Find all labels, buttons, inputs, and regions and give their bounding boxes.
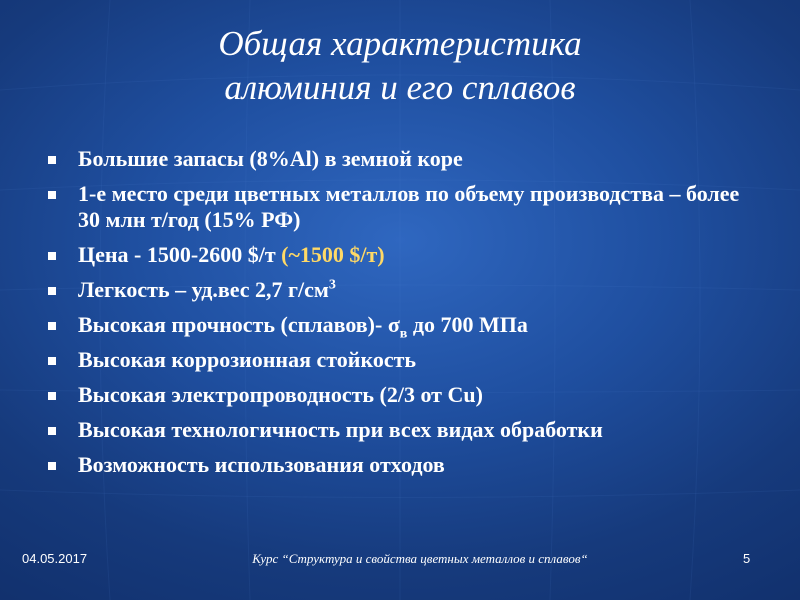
slide-title-line-1: Общая характеристика — [218, 24, 582, 63]
bullet-text: Цена - 1500-2600 $/т — [78, 242, 282, 267]
square-bullet-icon — [48, 462, 56, 470]
bullet-text: Высокая технологичность при всех видах обработки — [78, 417, 603, 442]
sigma-symbol: σ — [387, 312, 400, 337]
bullet-item-lightness — [0, 277, 800, 303]
page-number: 5 — [743, 551, 751, 566]
bullet-text: 1-е место среди цветных металлов по объему производства – более 30 млн т/год (15% РФ) — [78, 181, 740, 232]
bullet-item-strength — [0, 312, 800, 342]
footer-date: 04.05.2017 — [22, 551, 88, 566]
slide-title-line-2: алюминия и его сплавов — [224, 68, 576, 107]
square-bullet-icon — [48, 427, 56, 435]
bullet-list — [0, 146, 800, 487]
bullet-text: Высокая прочность (сплавов)- — [78, 312, 388, 337]
square-bullet-icon — [48, 357, 56, 365]
square-bullet-icon — [48, 322, 56, 330]
bullet-text: Возможность использования отходов — [78, 452, 445, 477]
cube-exponent: 3 — [328, 277, 336, 293]
square-bullet-icon — [48, 392, 56, 400]
bullet-item-conductivity — [0, 382, 800, 408]
bullet-item-corrosion — [0, 347, 800, 373]
bullet-item-price — [0, 242, 800, 268]
footer-course-title: Курс “Структура и свойства цветных металлов и сплавов“ — [252, 551, 588, 566]
square-bullet-icon — [48, 191, 56, 199]
square-bullet-icon — [48, 287, 56, 295]
square-bullet-icon — [48, 252, 56, 260]
price-highlight: (~1500 $/т) — [281, 242, 385, 267]
bullet-text: Легкость – уд.вес 2,7 г/см — [78, 277, 329, 302]
bullet-text: Высокая электропроводность (2/3 от Cu) — [78, 382, 483, 407]
bullet-item-production — [0, 181, 800, 233]
bullet-text: Большие запасы (8%Al) в земной коре — [78, 146, 463, 171]
bullet-item-manufacturability — [0, 417, 800, 443]
sigma-subscript: в — [399, 326, 408, 342]
square-bullet-icon — [48, 156, 56, 164]
bullet-item-reserves — [0, 146, 800, 172]
bullet-text-after: до 700 МПа — [407, 312, 528, 337]
bullet-text: Высокая коррозионная стойкость — [78, 347, 417, 372]
bullet-item-recycling — [0, 452, 800, 478]
slide-title — [0, 22, 800, 110]
